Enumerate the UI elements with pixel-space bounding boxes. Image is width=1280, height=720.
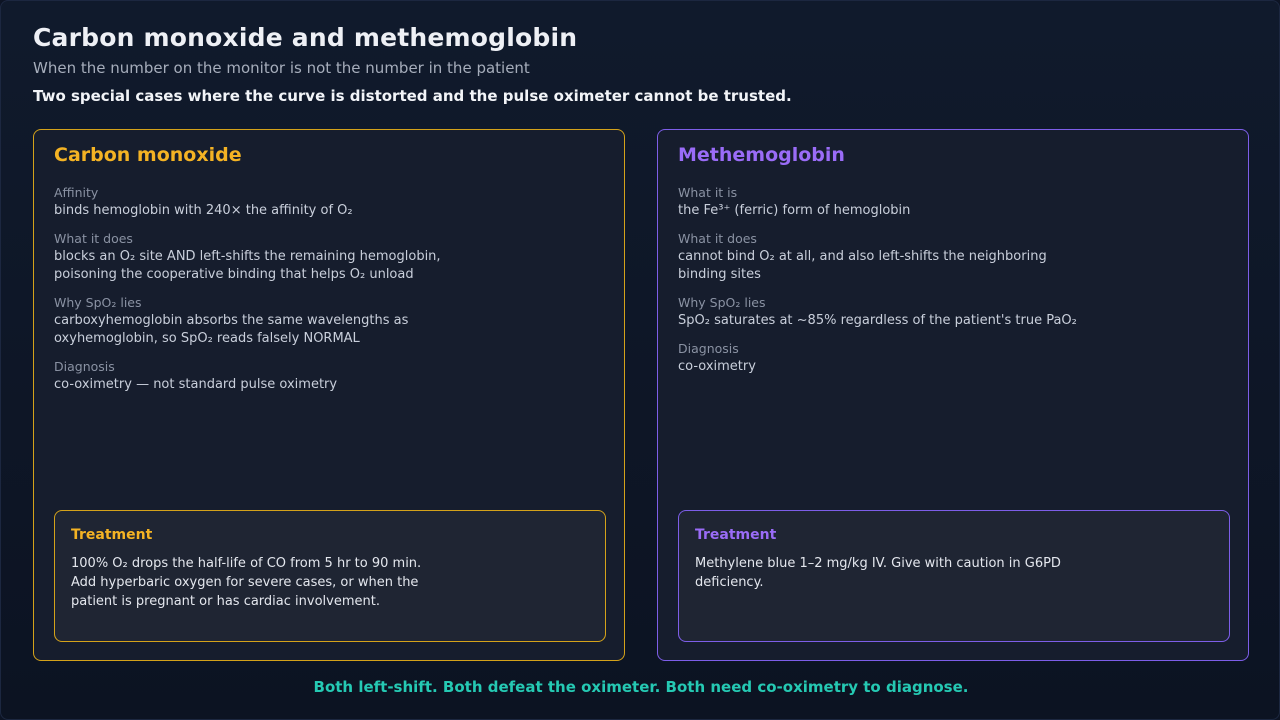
field-value: co-oximetry — not standard pulse oximetry [54,377,338,392]
methemoglobin-card [657,129,1249,661]
field-label: What it does [678,231,757,246]
field-label: Why SpO₂ lies [678,295,766,310]
methemoglobin-title: Methemoglobin [678,144,845,166]
carbon-monoxide-card [33,129,625,661]
field-label: Affinity [54,185,99,200]
met-field-what-it-is [678,184,1078,220]
carbon-monoxide-fields [54,184,454,404]
page-title: Carbon monoxide and methemoglobin [33,23,578,52]
field-value: cannot bind O₂ at all, and also left-shifts the neighboring binding sites [678,249,1047,282]
field-label: Why SpO₂ lies [54,295,142,310]
met-field-diagnosis [678,340,1078,376]
methemoglobin-treatment-box [678,510,1230,642]
carbon-monoxide-treatment-box [54,510,606,642]
field-label: Diagnosis [54,359,115,374]
field-value: the Fe³⁺ (ferric) form of hemoglobin [678,203,911,218]
methemoglobin-fields [678,184,1078,386]
co-field-diagnosis [54,358,454,394]
page-lede: Two special cases where the curve is distorted and the pulse oximeter cannot be trusted. [33,87,792,105]
treatment-title: Treatment [695,527,777,543]
treatment-body: 100% O₂ drops the half-life of CO from 5 hr to 90 min. Add hyperbaric oxygen for severe cases, or when the patient is pregnant or has cardiac involvement. [71,556,422,609]
field-label: What it is [678,185,738,200]
co-field-why-spo2-lies [54,294,454,348]
field-value: blocks an O₂ site AND left-shifts the remaining hemoglobin, poisoning the cooperative binding that helps O₂ unload [54,249,441,282]
footer-summary: Both left-shift. Both defeat the oximeter. Both need co-oximetry to diagnose. [313,678,969,696]
carbon-monoxide-title: Carbon monoxide [54,144,242,166]
treatment-body: Methylene blue 1–2 mg/kg IV. Give with caution in G6PD deficiency. [695,556,1061,590]
field-value: binds hemoglobin with 240× the affinity of O₂ [54,203,353,218]
met-field-why-spo2-lies [678,294,1078,330]
treatment-title: Treatment [71,527,153,543]
co-field-what-it-does [54,230,454,284]
met-field-what-it-does [678,230,1078,284]
page-subtitle: When the number on the monitor is not the number in the patient [33,59,530,77]
field-label: What it does [54,231,133,246]
field-value: carboxyhemoglobin absorbs the same wavelengths as oxyhemoglobin, so SpO₂ reads falsely NORMAL [54,313,409,346]
field-value: co-oximetry [678,359,756,374]
field-value: SpO₂ saturates at ~85% regardless of the patient's true PaO₂ [678,313,1077,328]
field-label: Diagnosis [678,341,739,356]
co-field-affinity [54,184,454,220]
